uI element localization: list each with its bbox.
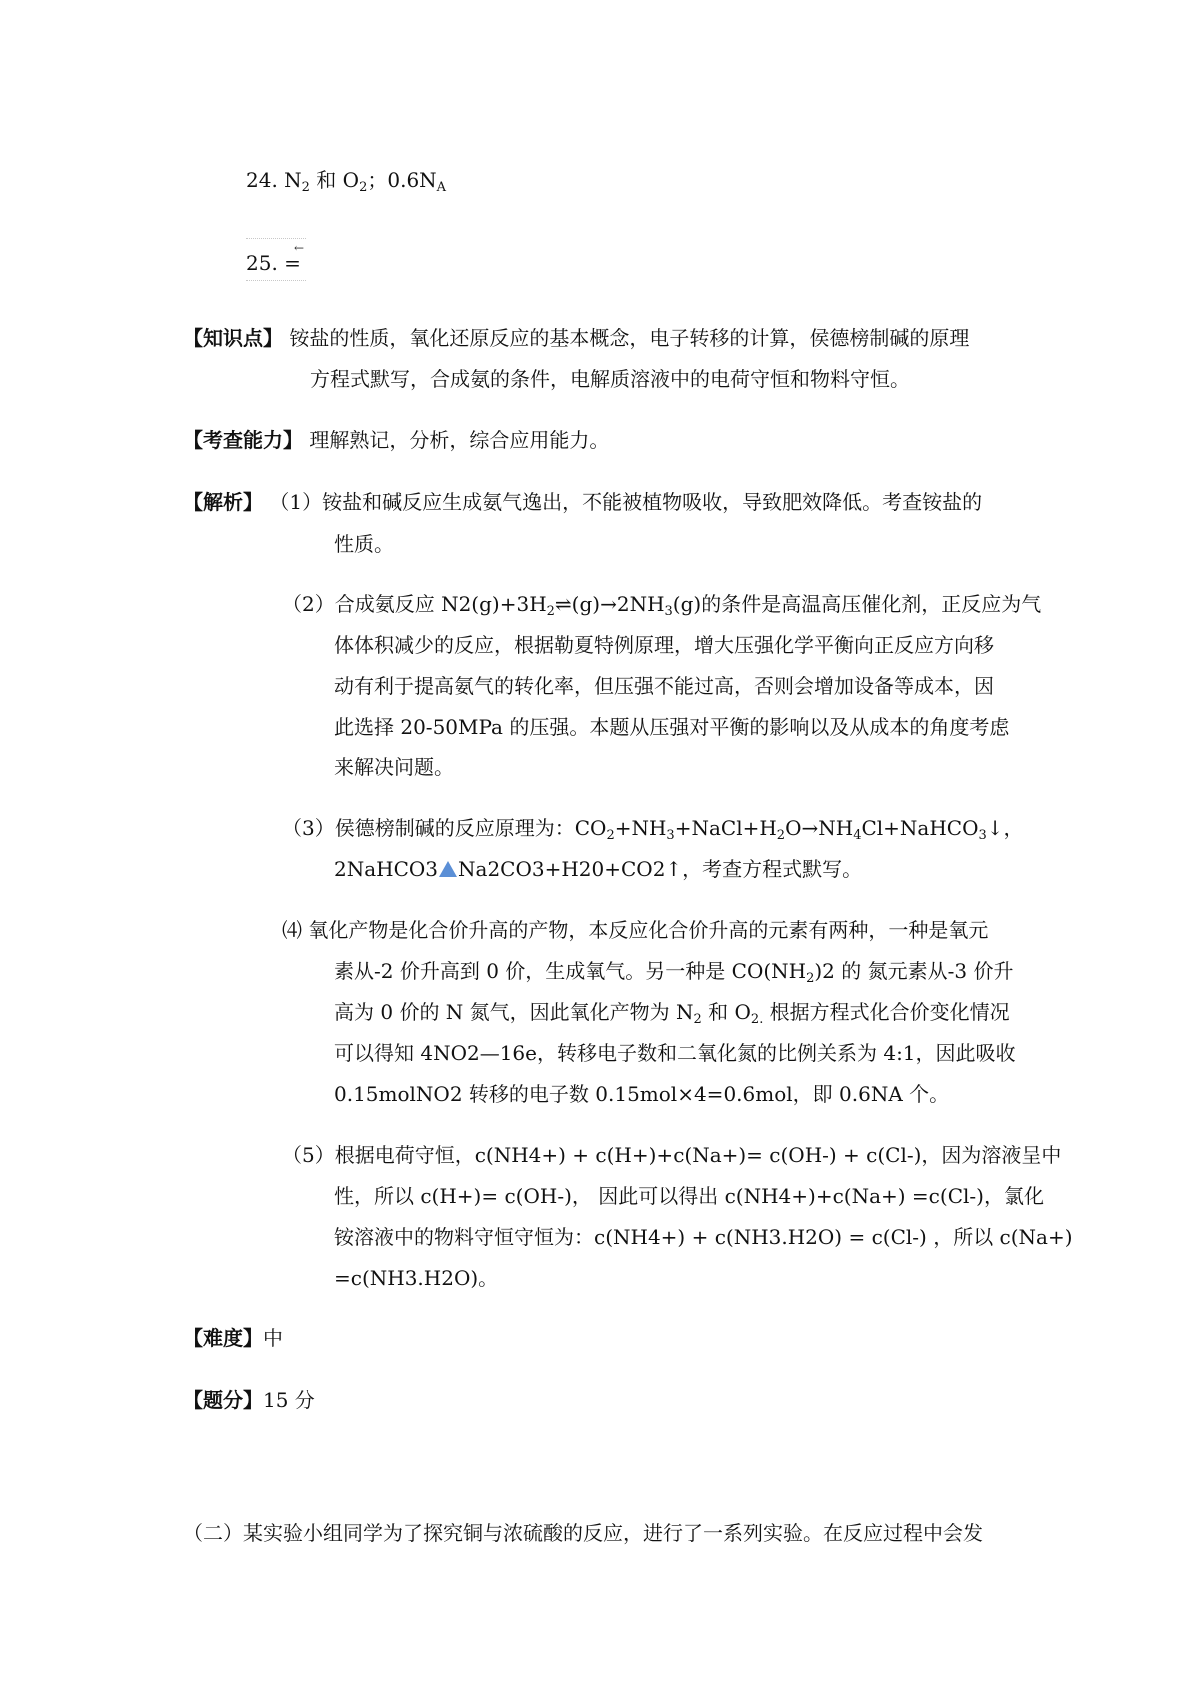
analysis-label: 【解析】 (183, 490, 263, 514)
analysis-p2-line-5: 来解决问题。 (334, 755, 454, 779)
analysis-p5-line-4: =c(NH3.H2O)。 (334, 1266, 499, 1290)
left-arrow-icon: ← (294, 241, 305, 255)
dotted-divider-top (246, 238, 306, 239)
analysis-p4-line-4: 可以得知 4NO2—16e，转移电子数和二氧化氮的比例关系为 4:1，因此吸收 (334, 1041, 1016, 1065)
ability-label: 【考查能力】 (183, 428, 303, 452)
analysis-p4-line-3: 高为 0 价的 N 氮气，因此氧化产物为 $N_2$ 和 $O_{2.}$ 根据方程式化合价变化情况 (334, 1000, 1010, 1027)
analysis-p4-line-2: 素从-2 价升高到 0 价，生成氧气。另一种是 $CO(NH_2)2$ 的 氮元素从-3 价升 (334, 959, 1014, 986)
knowledge-label: 【知识点】 (183, 326, 283, 350)
analysis-p3-line-2: 2NaHCO3 Na2CO3+H20+CO2↑，考查方程式默写。 (334, 857, 863, 881)
analysis-p2-line-2: 体体积减少的反应，根据勒夏特例原理，增大压强化学平衡向正反应方向移 (334, 633, 994, 657)
knowledge-line-1: 【知识点】 铵盐的性质，氧化还原反应的基本概念，电子转移的计算，侯德榜制碱的原理 (183, 326, 970, 350)
score-label: 【题分】 (183, 1388, 263, 1412)
answer-24: 24. $N_2$ 和 $O_2$；$0.6N_A$ (246, 168, 447, 195)
analysis-p2-line-1: （2）合成氨反应 $N2(g)+3H_2\rightleftharpoons(g)\to 2NH_3(g)$的条件是高温高压催化剂，正反应为气 (282, 592, 1042, 619)
analysis-p5-line-2: 性，所以 c(H+)= c(OH-)， 因此可以得出 c(NH4+)+c(Na+) =c(Cl-)，氯化 (334, 1184, 1044, 1208)
section-2-intro: （二）某实验小组同学为了探究铜与浓硫酸的反应，进行了一系列实验。在反应过程中会发 (183, 1521, 983, 1545)
knowledge-line-2: 方程式默写，合成氨的条件，电解质溶液中的电荷守恒和物料守恒。 (310, 367, 910, 391)
analysis-line-1: 【解析】 （1）铵盐和碱反应生成氨气逸出，不能被植物吸收，导致肥效降低。考查铵盐的 (183, 490, 983, 514)
analysis-p4-line-1: ⑷ 氧化产物是化合价升高的产物，本反应化合价升高的元素有两种，一种是氧元 (282, 918, 989, 942)
heating-triangle-icon (439, 861, 457, 877)
difficulty-line: 【难度】中 (183, 1326, 283, 1350)
dotted-divider-bottom (246, 280, 306, 281)
analysis-p2-line-3: 动有利于提高氨气的转化率，但压强不能过高，否则会增加设备等成本，因 (334, 674, 994, 698)
answer-25: 25. = (246, 251, 301, 275)
analysis-p2-line-4: 此选择 20-50MPa 的压强。本题从压强对平衡的影响以及从成本的角度考虑 (334, 715, 1010, 739)
analysis-p3-line-1: （3）侯德榜制碱的反应原理为：$CO_2+NH_3+NaCl+H_2O\to NH_4Cl+NaHCO_3↓$， (282, 816, 1024, 843)
score-line: 【题分】15 分 (183, 1388, 315, 1412)
analysis-p5-line-3: 铵溶液中的物料守恒守恒为：c(NH4+) + c(NH3.H2O) = c(Cl-) ，所以 c(Na+) (334, 1225, 1073, 1249)
difficulty-label: 【难度】 (183, 1326, 263, 1350)
ability-line: 【考查能力】 理解熟记，分析，综合应用能力。 (183, 428, 610, 452)
analysis-p4-line-5: 0.15molNO2 转移的电子数 0.15mol×4=0.6mol，即 0.6NA 个。 (334, 1082, 950, 1106)
analysis-p1-line-2: 性质。 (334, 532, 394, 556)
analysis-p5-line-1: （5）根据电荷守恒，c(NH4+) + c(H+)+c(Na+)= c(OH-) + c(Cl-)，因为溶液呈中 (282, 1143, 1062, 1167)
